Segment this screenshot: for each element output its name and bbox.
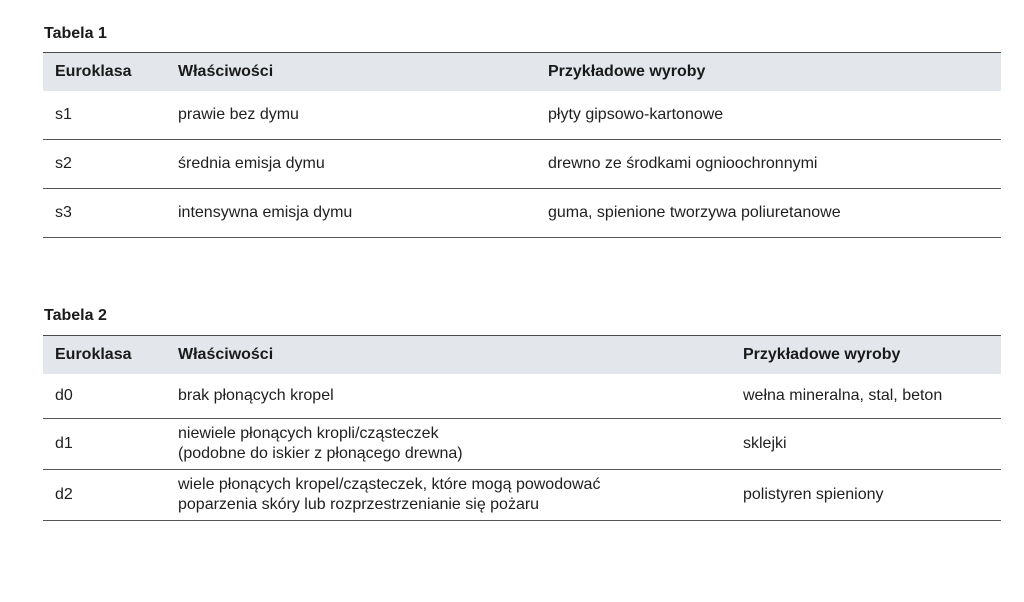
cell-wlasciwosci	[166, 374, 731, 419]
cell-wyroby: wełna mineralna, stal, beton	[731, 374, 1001, 419]
column-header-przykladowe-wyroby: Przykładowe wyroby	[536, 53, 1001, 92]
cell-line: wiele płonących kropel/cząsteczek, które mogą powodować	[178, 476, 601, 493]
cell-line: niewiele płonących kropli/cząsteczek	[178, 425, 439, 442]
table-row	[43, 140, 1001, 189]
cell-wyroby: sklejki	[731, 419, 1001, 470]
cell-line: poparzenia skóry lub rozprzestrzenianie się pożaru	[178, 496, 540, 513]
column-header-euroklasa: Euroklasa	[43, 336, 166, 375]
cell-euroklasa: d0	[43, 374, 166, 419]
cell-line: brak płonących kropel	[178, 387, 334, 404]
table-header-row	[43, 336, 1001, 375]
table-row	[43, 189, 1001, 238]
table-row	[43, 91, 1001, 140]
cell-line: (podobne do iskier z płonącego drewna)	[178, 445, 463, 462]
cell-wlasciwosci: prawie bez dymu	[166, 91, 536, 140]
cell-euroklasa: s1	[43, 91, 166, 140]
cell-wyroby: drewno ze środkami ognioochronnymi	[536, 140, 1001, 189]
cell-wyroby: płyty gipsowo-kartonowe	[536, 91, 1001, 140]
cell-euroklasa: d1	[43, 419, 166, 470]
cell-wlasciwosci	[166, 470, 731, 521]
table-row	[43, 470, 1001, 521]
column-header-przykladowe-wyroby: Przykładowe wyroby	[731, 336, 1001, 375]
table-1-caption: Tabela 1	[44, 25, 107, 42]
table-header-row	[43, 53, 1001, 92]
column-header-wlasciwosci: Właściwości	[166, 53, 536, 92]
table-2-caption: Tabela 2	[44, 307, 107, 324]
cell-euroklasa: d2	[43, 470, 166, 521]
cell-wlasciwosci	[166, 419, 731, 470]
cell-wlasciwosci: intensywna emisja dymu	[166, 189, 536, 238]
table-1	[43, 52, 1001, 238]
column-header-euroklasa: Euroklasa	[43, 53, 166, 92]
table-2	[43, 335, 1001, 521]
cell-wyroby: polistyren spieniony	[731, 470, 1001, 521]
column-header-wlasciwosci: Właściwości	[166, 336, 731, 375]
table-row	[43, 374, 1001, 419]
cell-euroklasa: s3	[43, 189, 166, 238]
cell-wyroby: guma, spienione tworzywa poliuretanowe	[536, 189, 1001, 238]
table-row	[43, 419, 1001, 470]
cell-euroklasa: s2	[43, 140, 166, 189]
cell-wlasciwosci: średnia emisja dymu	[166, 140, 536, 189]
